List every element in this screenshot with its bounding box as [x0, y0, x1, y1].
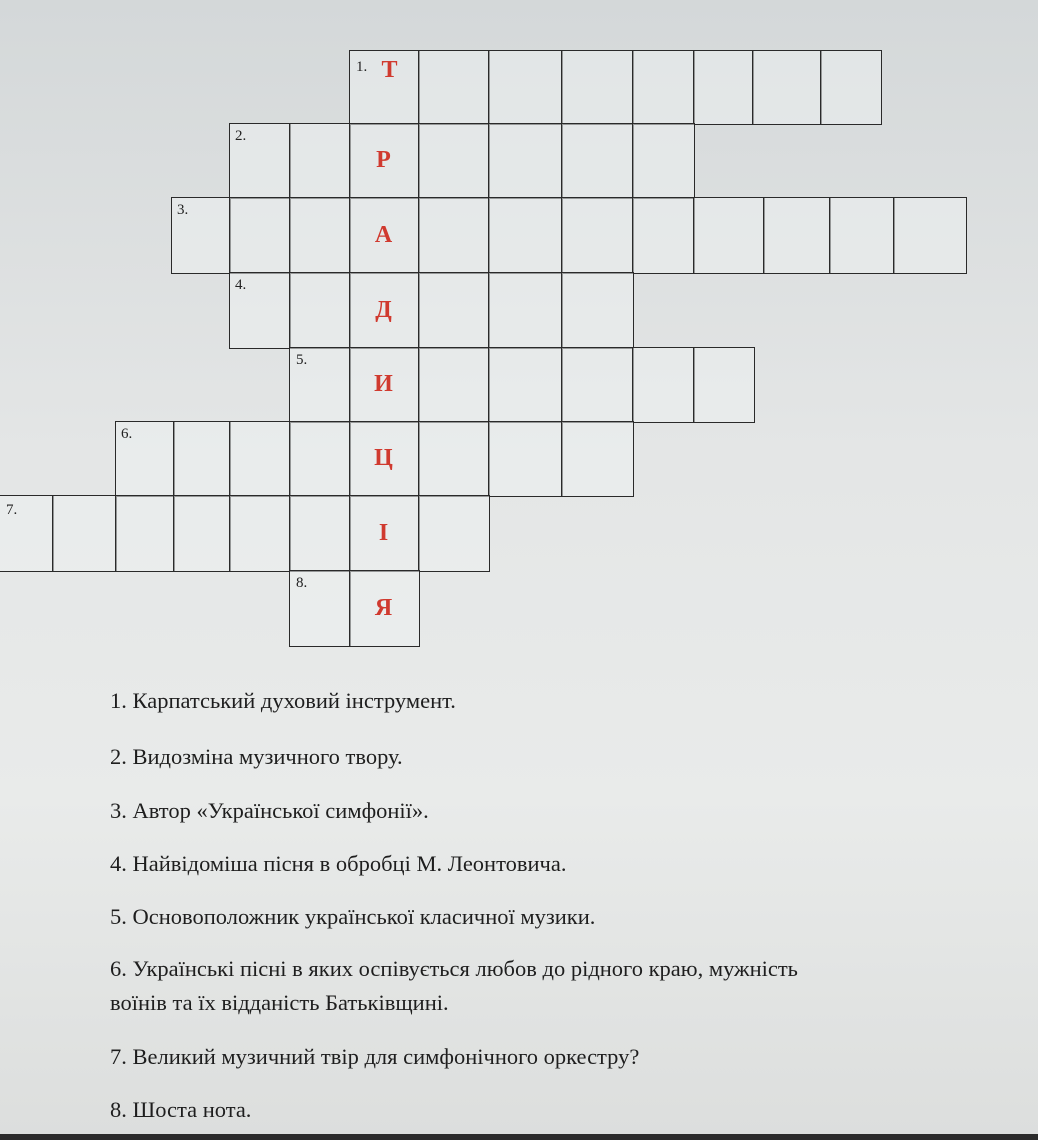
crossword-cell: [488, 197, 563, 274]
key-letter-4: Д: [375, 296, 392, 323]
row-number-1: 1.: [356, 59, 368, 75]
crossword-cell: [752, 50, 822, 125]
crossword-cell: [289, 421, 351, 497]
crossword-cell: [418, 347, 490, 423]
crossword-cell: [820, 50, 882, 125]
crossword-cell: [418, 495, 490, 572]
crossword-cell: [693, 197, 765, 274]
crossword-cell: [632, 123, 695, 199]
crossword-cell: [52, 495, 117, 572]
clue-7: 7. Великий музичний твір для симфонічного оркестру?: [110, 1044, 640, 1069]
clue-2: 2. Видозміна музичного твору.: [110, 744, 403, 769]
crossword-cell: [418, 197, 490, 274]
key-letter-6: Ц: [374, 445, 393, 471]
crossword-cell: [289, 197, 351, 274]
crossword-cell: [561, 272, 634, 349]
crossword-cell: [561, 50, 634, 125]
crossword-cell: [763, 197, 831, 274]
crossword-cell: [488, 50, 563, 125]
crossword-cell: [173, 495, 231, 572]
row-number-7: 7.: [6, 502, 18, 518]
clue-3: 3. Автор «Української симфонії».: [110, 798, 429, 823]
crossword-cell: [561, 421, 634, 497]
key-letter-8: Я: [374, 594, 393, 621]
crossword-cell: [289, 272, 351, 349]
key-letter-2: Р: [376, 147, 391, 173]
crossword-cell: [488, 347, 563, 423]
crossword-cell: [561, 347, 634, 423]
crossword-cell: [229, 495, 291, 572]
clue-8: 8. Шоста нота.: [110, 1097, 252, 1122]
row-number-5: 5.: [296, 352, 308, 368]
crossword-cell: [561, 197, 634, 274]
clue-1: 1. Карпатський духовий інструмент.: [110, 688, 456, 713]
crossword-cell: [632, 50, 695, 125]
clue-6-continued: воїнів та їх відданість Батьківщині.: [110, 990, 449, 1015]
crossword-cell: [289, 495, 351, 572]
crossword-cell: [173, 421, 231, 497]
crossword-cell: [289, 123, 351, 199]
key-letter-7: І: [378, 519, 389, 546]
crossword-cell: [418, 272, 490, 349]
crossword-cell: [418, 421, 490, 497]
crossword-cell: [229, 197, 291, 274]
clue-5: 5. Основоположник української класичної музики.: [110, 904, 596, 929]
row-number-2: 2.: [235, 128, 247, 144]
clue-4: 4. Найвідоміша пісня в обробці М. Леонтовича.: [110, 851, 567, 876]
crossword-cell: [693, 50, 754, 125]
crossword-cell: [418, 123, 490, 199]
crossword-cell: [418, 50, 490, 125]
crossword-cell: [229, 421, 291, 497]
crossword-cell: [632, 347, 695, 423]
crossword-cell: [488, 123, 563, 199]
key-letter-5: И: [374, 371, 393, 397]
crossword-cell: [829, 197, 895, 274]
row-number-4: 4.: [235, 277, 247, 293]
crossword-cell: [488, 272, 563, 349]
screen-bottom-edge: [0, 1134, 1038, 1140]
row-number-6: 6.: [121, 426, 133, 442]
crossword-cell: [561, 123, 634, 199]
crossword-cell: [893, 197, 967, 274]
key-letter-1: Т: [381, 57, 398, 83]
clue-6: 6. Українські пісні в яких оспівується любов до рідного краю, мужність: [110, 956, 798, 981]
crossword-cell: [693, 347, 755, 423]
row-number-8: 8.: [296, 575, 308, 591]
crossword-cell: [488, 421, 563, 497]
crossword-cell: [632, 197, 695, 274]
row-number-3: 3.: [177, 202, 189, 218]
key-letter-3: А: [374, 221, 393, 248]
crossword-cell: [115, 495, 175, 572]
